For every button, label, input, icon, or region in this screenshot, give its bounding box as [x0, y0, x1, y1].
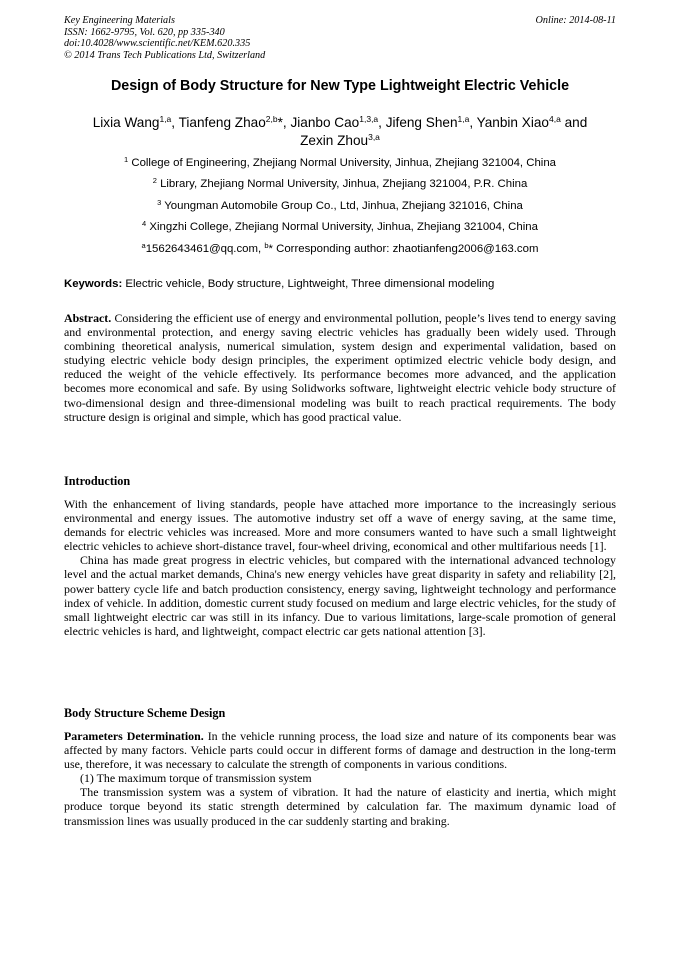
keywords-text: Electric vehicle, Body structure, Lightweight, Three dimensional modeling: [125, 278, 495, 290]
issn-line: ISSN: 1662-9795, Vol. 620, pp 335-340: [64, 26, 225, 38]
author-list: Lixia Wang$^{1,a}$, Tianfeng Zhao$^{2,b}$*, Jianbo Cao$^{1,3,a}$, Jifeng Shen$^{1,a}$, Yanbin Xiao$^{4,a}$ and Zexin Zhou$^{3,a}$: [92, 114, 588, 148]
list-item: (1) The maximum torque of transmission system: [80, 771, 312, 786]
affiliation: $^3$ Youngman Automobile Group Co., Ltd, Jinhua, Zhejiang 321016, China: [157, 197, 523, 212]
keywords-label: Keywords:: [64, 278, 123, 290]
section-heading-body-structure: Body Structure Scheme Design: [64, 706, 226, 720]
author: Jifeng Shen$^{1,a}$,: [385, 114, 477, 130]
paragraph: China has made great progress in electric vehicles, but compared with the international advanced technology level and the actual market demands, China's new energy vehicles have great disparity in safety and reliability [2], power battery cycle life and batch production consistency, energy saving, lightweight technology and performance index of vehicle. In addition, domestic current study focused on medium and large electric vehicles, for the study of small lightweight electric car was still in its infancy. Due to various limitations, large-scale promotion of general electric vehicles is hard, and lightweight, compact electric car gets national attention [3].: [64, 553, 616, 638]
email-line: $^a$1562643461@qq.com, $^b$* Corresponding author: zhaotianfeng2006@163.com: [141, 240, 539, 255]
online-date: Online: 2014-08-11: [535, 15, 616, 26]
param-label: Parameters Determination.: [64, 729, 204, 743]
author: Yanbin Xiao$^{4,a}$: [476, 114, 561, 130]
abstract-text: Considering the efficient use of energy and environmental pollution, people’s lives tend to energy saving and environmental protection, and energy saving electric vehicles has gradually been widely used. Through combining theoretical analysis, numerical simulation, system design and experimental validation, based on studying electric vehicle body design principles, the experiment optimized electric vehicle body design, and reduced the weight of the vehicle effectively. Its performance becomes more advanced, and the application becomes more economical and safe. By using Solidworks software, lightweight electric vehicle body structure of two-dimensional design and three-dimensional modeling was built to reach practical requirements. The body structure design is original and simple, which has good practical value.: [64, 311, 616, 424]
author: Tianfeng Zhao$^{2,b}$*,: [178, 114, 291, 130]
paragraph: The transmission system was a system of vibration. It had the nature of elasticity and inertia, which might produce torque beyond its static strength determined by calculation far. The maximum dynamic load of transmission lines was usually produced in the car suddenly starting and braking.: [64, 785, 616, 828]
doi-line: doi:10.4028/www.scientific.net/KEM.620.335: [64, 38, 251, 49]
journal-name: Key Engineering Materials: [64, 15, 175, 26]
affiliations: [64, 155, 616, 261]
journal-header: [64, 15, 616, 61]
paper-title: Design of Body Structure for New Type Lightweight Electric Vehicle: [110, 78, 570, 94]
affiliation: $^2$ Library, Zhejiang Normal University, Jinhua, Zhejiang 321004, P.R. China: [152, 176, 528, 191]
author: Lixia Wang$^{1,a}$,: [92, 114, 179, 130]
author: Zexin Zhou$^{3,a}$: [300, 132, 380, 148]
copyright-line: © 2014 Trans Tech Publications Ltd, Switzerland: [64, 49, 266, 61]
abstract: [64, 311, 616, 424]
abstract-label: Abstract.: [64, 311, 112, 325]
paragraph: With the enhancement of living standards, people have attached more importance to the increasingly serious environmental and energy issues. The automotive industry set off a wave of energy saving, at the same time, demands for electric vehicles was increased. More and more consumers wanted to have such a small lightweight electric vehicles to achieve short-distance travel, four-wheel driving, economical and other multifarious needs [1].: [64, 497, 616, 554]
affiliation: $^4$ Xingzhi College, Zhejiang Normal University, Jinhua, Zhejiang 321004, China: [142, 219, 538, 234]
author: Jianbo Cao$^{1,3,a}$,: [290, 114, 386, 130]
section-heading-introduction: Introduction: [64, 474, 131, 488]
paragraph: Parameters Determination. In the vehicle running process, the load size and nature of its components bear was affected by many factors. Vehicle parts could occur in different forms of damage and destruction in the long-term use, therefore, it was necessary to calculate the strength of components in various conditions.: [64, 729, 616, 772]
body-structure-section: [64, 729, 616, 828]
affiliation: $^1$ College of Engineering, Zhejiang Normal University, Jinhua, Zhejiang 321004, China: [124, 155, 556, 169]
introduction-section: [64, 497, 616, 638]
keywords: [64, 277, 616, 291]
